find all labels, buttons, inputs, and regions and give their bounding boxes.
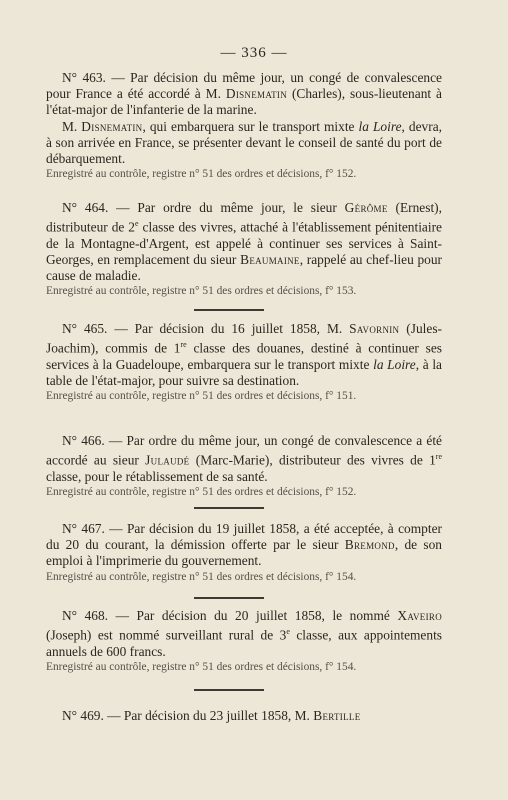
- entry-text: N° 465. — Par décision du 16 juillet 1858, M. Savornin (Jules-Joachim), commis de 1re classe des douanes, destiné à continuer ses services à la Guadeloupe, embarquera sur le transport mixte la Loire, à la table de l'état-major, pour suivre sa destination.: [46, 321, 442, 389]
- entry-466: [46, 433, 442, 500]
- entry-text: N° 469. — Par décision du 23 juillet 1858, M. Bertille: [62, 708, 361, 723]
- entry-text: N° 467. — Par décision du 19 juillet 1858, a été acceptée, à compter du 20 du courant, la démission offerte par le sieur Bremond, de son emploi à l'imprimerie du gouvernement.: [46, 521, 442, 569]
- entry-463: [46, 70, 442, 182]
- section-divider: [194, 507, 264, 509]
- section-divider: [194, 309, 264, 311]
- entry-registry: Enregistré au contrôle, registre n° 51 des ordres et décisions, f° 151.: [46, 390, 357, 403]
- entry-469: [46, 708, 442, 724]
- entry-registry: Enregistré au contrôle, registre n° 51 des ordres et décisions, f° 154.: [46, 661, 357, 674]
- entry-registry: Enregistré au contrôle, registre n° 51 des ordres et décisions, f° 152.: [46, 168, 357, 181]
- entry-text: N° 468. — Par décision du 20 juillet 1858, le nommé Xaveiro (Joseph) est nommé surveillant rural de 3e classe, aux appointements annuels de 600 francs.: [46, 608, 443, 659]
- entry-464: [46, 200, 442, 299]
- entry-465: [46, 321, 442, 404]
- entry-text: N° 463. — Par décision du même jour, un congé de convalescence pour France a été accordé à M. Disnematin (Charles), sous-lieutenant à l'état-major de l'infanterie de la marine. M. Disnematin, qui embarquera sur le transport mixte la Loire, devra, à son arrivée en France, se présenter devant le conseil de santé du port de débarquement.: [46, 70, 442, 167]
- section-divider: [194, 597, 264, 599]
- page-number: — 336 —: [220, 45, 288, 61]
- entry-468: [46, 608, 442, 675]
- entry-text: N° 466. — Par ordre du même jour, un congé de convalescence a été accordé au sieur Julaudé (Marc-Marie), distributeur des vivres de 1re classe, pour le rétablissement de sa santé.: [46, 433, 442, 484]
- entry-467: [46, 521, 442, 585]
- entry-registry: Enregistré au contrôle, registre n° 51 des ordres et décisions, f° 153.: [46, 285, 357, 298]
- entry-registry: Enregistré au contrôle, registre n° 51 des ordres et décisions, f° 152.: [46, 486, 357, 499]
- section-divider: [194, 689, 264, 691]
- entry-registry: Enregistré au contrôle, registre n° 51 des ordres et décisions, f° 154.: [46, 570, 357, 583]
- entry-text: N° 464. — Par ordre du même jour, le sieur Gérôme (Ernest), distributeur de 2e classe des vivres, attaché à l'établissement pénitentiaire de la Montagne-d'Argent, est appelé à continuer ses services à Saint-Georges, en remplacement du sieur Beaumaine, rappelé au chef-lieu pour cause de maladie.: [46, 200, 442, 284]
